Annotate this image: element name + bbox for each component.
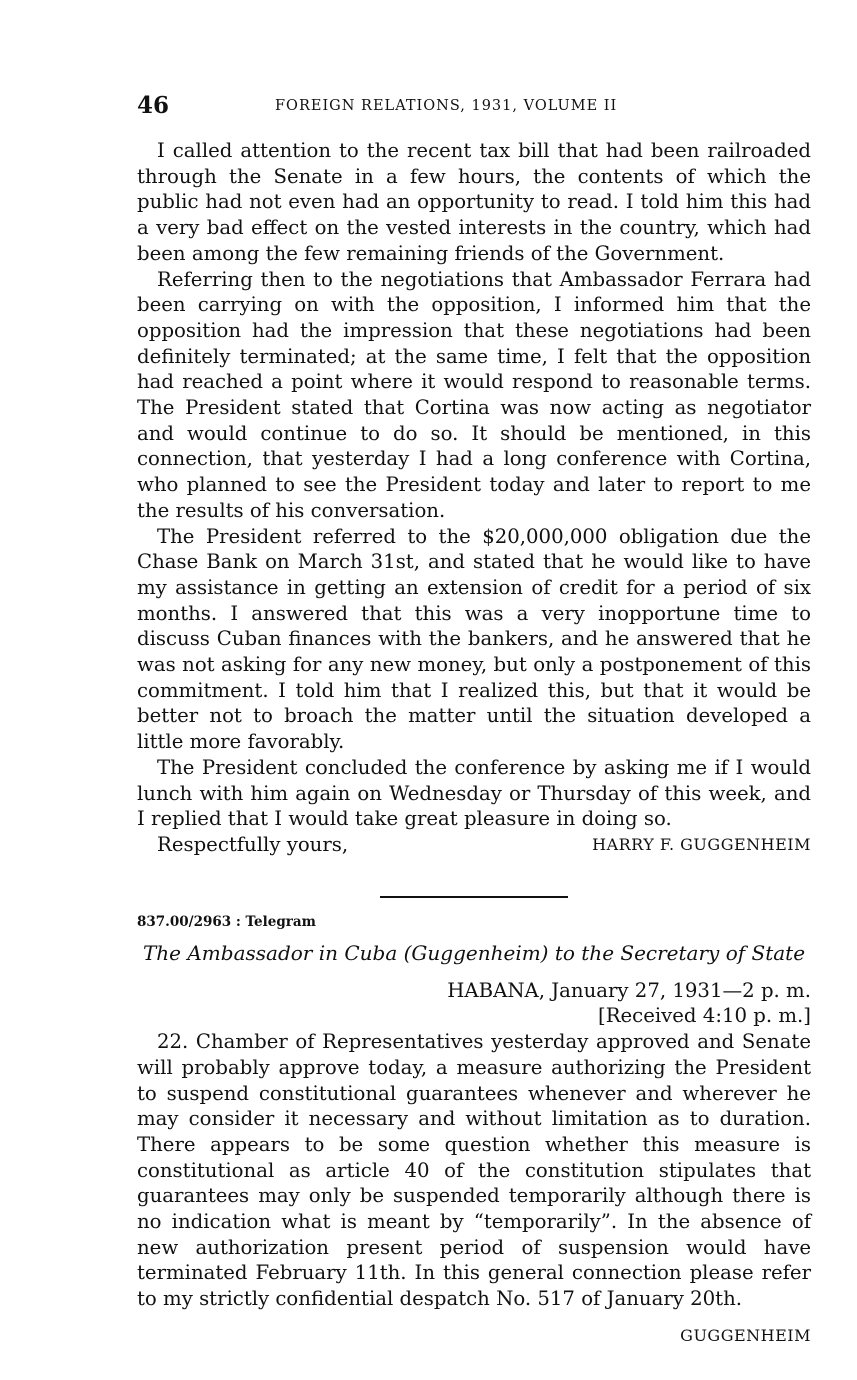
page-number: 46 xyxy=(137,92,170,119)
section-divider xyxy=(380,896,568,898)
document-page xyxy=(137,92,811,1345)
paragraph-tax-bill: I called attention to the recent tax bill that had been railroaded through the Senate in a few hours, the contents of which the public had not even had an opportunity to read. I told him this had a very bad effect on the vested interests in the country, which had been among the few remaining friends of the Government. xyxy=(137,139,811,265)
telegram-signature: GUGGENHEIM xyxy=(680,1325,811,1345)
signature-name: HARRY F. GUGGENHEIM xyxy=(592,834,811,854)
running-header xyxy=(137,92,811,126)
paragraph-chase-bank: The President referred to the $20,000,000 obligation due the Chase Bank on March 31st, and stated that he would like to have my assistance in getting an extension of credit for a period of six months. I answered that this was a very inopportune time to discuss Cuban finances with the bankers, and he answered that he was not asking for any new money, but only a postponement of this commitment. I told him that I realized this, but that it would be better not to broach the matter until the situation developed a little more favorably. xyxy=(137,524,811,754)
dateline: HABANA, January 27, 1931—2 p. m. xyxy=(447,978,811,1002)
paragraph-lunch: The President concluded the conference by asking me if I would lunch with him again on Wednesday or Thursday of this week, and I replied that I would take great pleasure in doing so. xyxy=(137,755,811,831)
running-title: FOREIGN RELATIONS, 1931, VOLUME II xyxy=(275,98,618,114)
paragraph-negotiations: Referring then to the negotiations that Ambassador Ferrara had been carrying on with the opposition, I informed him that the opposition had the impression that these negotiations had been definitely terminated; at the same time, I felt that the opposition had reached a point where it would respond to reasonable terms. The President stated that Cortina was now acting as negotiator and would continue to do so. It should be mentioned, in this connection, that yesterday I had a long conference with Cortina, who planned to see the President today and later to report to me the results of his conversation. xyxy=(137,267,811,522)
received-line: [Received 4:10 p. m.] xyxy=(598,1004,811,1028)
telegram-body: 22. Chamber of Representatives yesterday approved and Senate will probably approve today, a measure authorizing the President to suspend constitutional guarantees whenever and wherever he may consider it necessary and without limitation as to duration. There appears to be some question whether this measure is constitutional as article 40 of the constitution stipulates that guarantees may only be suspended temporarily although there is no indication what is meant by “temporarily”. In the absence of new authorization present period of suspension would have terminated February 11th. In this general connection please refer to my strictly confidential despatch No. 517 of January 20th. xyxy=(137,1030,811,1311)
file-reference: 837.00/2963 : Telegram xyxy=(137,913,316,930)
closing-line: Respectfully yours, xyxy=(157,832,349,856)
document-heading: The Ambassador in Cuba (Guggenheim) to the Secretary of State xyxy=(142,940,806,965)
signoff xyxy=(137,832,811,858)
